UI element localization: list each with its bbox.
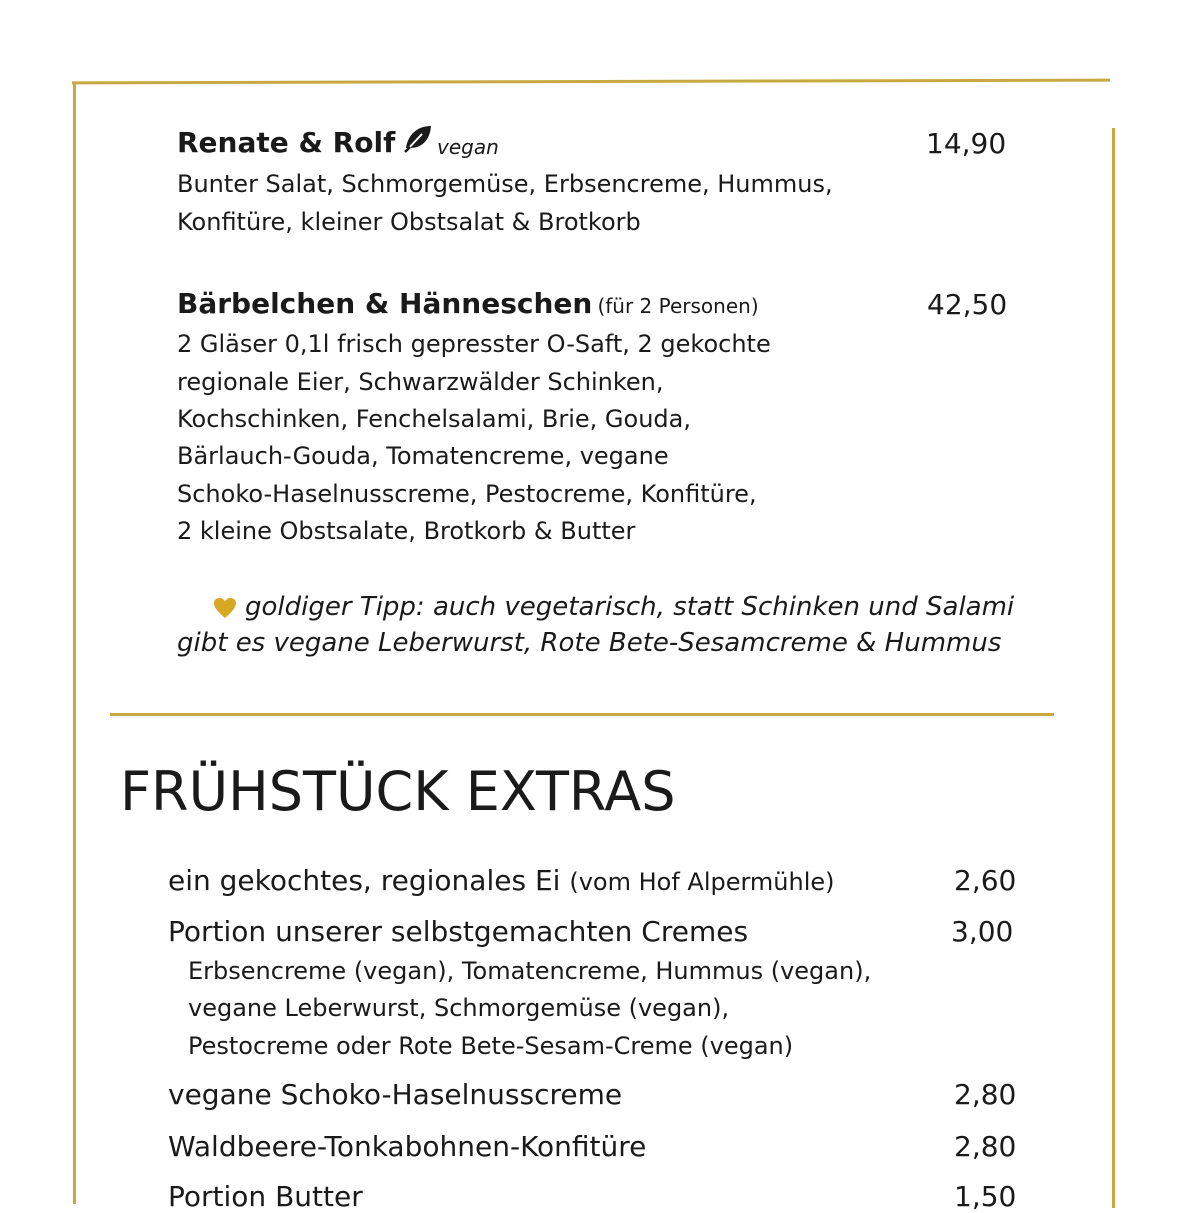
vegan-label: vegan: [437, 135, 499, 159]
frame-top-border: [72, 79, 1110, 85]
tip-line: gibt es vegane Leberwurst, Rote Bete-Sesamcreme & Hummus: [177, 628, 1002, 658]
leaf-icon: [402, 122, 434, 158]
item-desc-line: 2 Gläser 0,1l frisch gepresster O-Saft, 2 gekochte: [177, 330, 771, 358]
extra-sub-line: Erbsencreme (vegan), Tomatencreme, Hummus (vegan),: [188, 957, 872, 985]
item-desc-line: Kochschinken, Fenchelsalami, Brie, Gouda,: [177, 405, 691, 433]
heart-icon: [213, 597, 237, 623]
extra-label: Waldbeere-Tonkabohnen-Konfitüre: [168, 1130, 647, 1163]
extra-price: 1,50: [954, 1180, 1017, 1213]
extra-label: vegane Schoko-Haselnusscreme: [168, 1078, 623, 1111]
item-desc-line: Bunter Salat, Schmorgemüse, Erbsencreme, Hummus,: [177, 170, 833, 198]
frame-right-border: [1112, 128, 1115, 1208]
extra-label: Portion unserer selbstgemachten Cremes: [168, 915, 749, 948]
item-price: 14,90: [926, 127, 1007, 160]
item-desc-line: regionale Eier, Schwarzwälder Schinken,: [177, 368, 664, 396]
extra-price: 2,80: [954, 1078, 1017, 1111]
extra-label: Portion Butter: [168, 1180, 363, 1213]
extra-sub-line: vegane Leberwurst, Schmorgemüse (vegan),: [188, 994, 730, 1022]
section-heading: FRÜHSTÜCK EXTRAS: [120, 760, 676, 823]
tip-line: goldiger Tipp: auch vegetarisch, statt Schinken und Salami: [245, 592, 1015, 622]
frame-left-border: [73, 84, 76, 1204]
item-desc-line: 2 kleine Obstsalate, Brotkorb & Butter: [177, 517, 636, 545]
extra-price: 2,80: [954, 1130, 1017, 1163]
item-title-renate-rolf: Renate & Rolf: [177, 126, 396, 159]
item-title-baerbelchen: Bärbelchen & Hänneschen: [177, 287, 593, 320]
item-note: (für 2 Personen): [597, 294, 759, 318]
item-desc-line: Schoko-Haselnusscreme, Pestocreme, Konfitüre,: [177, 480, 757, 508]
extra-sub-line: Pestocreme oder Rote Bete-Sesam-Creme (vegan): [188, 1032, 794, 1060]
extra-price: 3,00: [951, 915, 1014, 948]
extra-item-label: [168, 864, 835, 897]
extra-price: 2,60: [954, 864, 1017, 897]
item-desc-line: Konfitüre, kleiner Obstsalat & Brotkorb: [177, 208, 641, 236]
section-divider: [110, 713, 1054, 716]
item-desc-line: Bärlauch-Gouda, Tomatencreme, vegane: [177, 442, 669, 470]
extra-label: ein gekochtes, regionales Ei: [168, 864, 561, 897]
item-price: 42,50: [927, 288, 1008, 321]
item-title-row: [177, 287, 759, 320]
extra-note: (vom Hof Alpermühle): [569, 868, 835, 896]
